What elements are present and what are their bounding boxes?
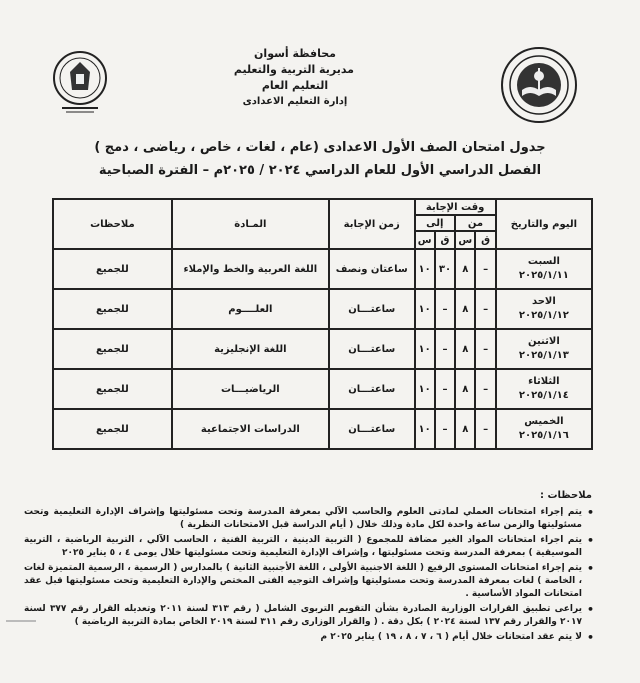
directorate-name: مديرية التربية والتعليم <box>233 63 354 76</box>
duration: ساعتـــان <box>329 369 415 409</box>
subject: اللغة العربية والخط والإملاء <box>172 249 329 289</box>
duration: ساعتـــان <box>329 409 415 449</box>
day-date-cell <box>496 369 592 409</box>
table-row <box>53 329 592 369</box>
list-item: • يتم إجراء امتحانات المستوى الرفيع ( اللغة الاجنبية الأولى ، اللغة الأجنبية الثانية ) بالمدارس ( الرسمية ، الرسمية المتميزة لغات ، الخاصة ) لغات بمعرفة المدرسة وتحت مسئوليتها وإشراف التوجيه الفنى المختص والإدارة التعليمية وتحت مسئوليتها قبل عقد امتحانات المواد الأساسية . <box>24 562 582 601</box>
day-name: الاثنين <box>527 336 560 347</box>
exam-date: ٢٠٢٥/١/١٣ <box>518 350 569 361</box>
day-name: الثلاثاء <box>528 376 560 387</box>
note: للجميع <box>53 249 172 289</box>
day-name: السبت <box>527 256 560 267</box>
note: للجميع <box>53 409 172 449</box>
exam-date: ٢٠٢٥/١/١٢ <box>518 310 569 321</box>
duration: ساعتـــان <box>329 289 415 329</box>
header-time-group: وقت الإجابة <box>415 199 496 215</box>
sector-name: التعليم العام <box>261 79 329 92</box>
day-date-cell <box>496 329 592 369</box>
to-minute: – <box>435 289 455 329</box>
list-item: • لا يتم عقد امتحانات خلال أيام ( ٦ ، ٧ ، ٨ ، ١٩ ) يناير ٢٠٢٥ م <box>24 631 582 644</box>
header-notes: ملاحظات <box>53 199 172 249</box>
duration: ساعتان ونصف <box>329 249 415 289</box>
to-minute: – <box>435 409 455 449</box>
to-minute: – <box>435 369 455 409</box>
from-hour: ٨ <box>455 289 475 329</box>
issuer-header <box>233 46 354 110</box>
notes-list <box>24 506 596 646</box>
from-minute: – <box>475 289 495 329</box>
day-name: الاحد <box>531 296 556 307</box>
schedule-subtitle: الفصل الدراسي الأول للعام الدراسي ٢٠٢٤ / ٢٠٢٥م – الفترة الصباحية <box>98 163 542 178</box>
header-to: إلى <box>415 215 456 231</box>
from-hour: ٨ <box>455 369 475 409</box>
header-from: من <box>455 215 496 231</box>
table-row <box>53 369 592 409</box>
from-hour: ٨ <box>455 329 475 369</box>
list-item: • يتم إجراء امتحانات العملي لمادتى العلوم والحاسب الآلي بمعرفة المدرسة وتحت مسئوليتها وإشراف الإدارة التعليمية وتحت مسئوليتها والزمن ساعة واحدة لكل مادة وذلك خلال ( أيام الدراسة قبل الامتحانات النظرية ) <box>24 506 582 532</box>
header-duration: زمن الإجابة <box>329 199 415 249</box>
table-row <box>53 409 592 449</box>
exam-schedule-table <box>52 198 593 450</box>
duration: ساعتـــان <box>329 329 415 369</box>
from-hour: ٨ <box>455 249 475 289</box>
list-item: • يراعى تطبيق القرارات الوزارية الصادرة بشأن التقويم التربوى الشامل ( رقم ٣١٣ لسنة ٢٠١١ وتعديله القرار رقم ٣٧٧ لسنة ٢٠١٧ والقرار رقم ١٣٧ لسنة ٢٠٢٤ ) بكل دقة . ( والقرار الوزارى رقم ٣١١ لسنة ٢٠١٩ الخاص بمادة التربية الرياضية ) <box>24 603 582 629</box>
education-directorate-logo <box>500 46 578 124</box>
governorate-crest-logo <box>52 46 108 118</box>
subject: العلــــوم <box>172 289 329 329</box>
to-minute: – <box>435 329 455 369</box>
margin-mark <box>6 620 36 622</box>
from-minute: – <box>475 329 495 369</box>
to-hour: ١٠ <box>415 369 435 409</box>
exam-date: ٢٠٢٥/١/١٦ <box>518 430 569 441</box>
list-item: • يتم اجراء امتحانات المواد الغير مضافة للمجموع ( التربية الدينية ، التربية الفنية ، الحاسب الآلي ، التربية الرياضية ، التربية الموسيقية ) بمعرفة المدرسة وتحت مسئوليتها ، وإشراف الإدارة التعليمية وتحت مسئوليتها خلال يومى ٤ ، ٥ يناير ٢٠٢٥ <box>24 534 582 560</box>
from-minute: – <box>475 409 495 449</box>
from-minute: – <box>475 249 495 289</box>
header-day-date: اليوم والتاريخ <box>496 199 592 249</box>
to-hour: ١٠ <box>415 289 435 329</box>
table-row <box>53 289 592 329</box>
day-name: الخميس <box>524 416 564 427</box>
to-hour: ١٠ <box>415 329 435 369</box>
subject: اللغة الإنجليزية <box>172 329 329 369</box>
subject: الدراسات الاجتماعية <box>172 409 329 449</box>
schedule-title: جدول امتحان الصف الأول الاعدادى (عام ، لغات ، خاص ، رياضى ، دمج ) <box>94 140 546 155</box>
exam-date: ٢٠٢٥/١/١١ <box>518 270 569 281</box>
table-row <box>53 249 592 289</box>
header-to-hour: س <box>415 231 435 249</box>
administration-name: إدارة التعليم الاعدادى <box>242 96 348 107</box>
subject: الرياضيـــات <box>172 369 329 409</box>
note: للجميع <box>53 289 172 329</box>
day-date-cell <box>496 249 592 289</box>
to-hour: ١٠ <box>415 409 435 449</box>
to-hour: ١٠ <box>415 249 435 289</box>
note: للجميع <box>53 329 172 369</box>
from-minute: – <box>475 369 495 409</box>
day-date-cell <box>496 409 592 449</box>
header-from-hour: س <box>455 231 475 249</box>
day-date-cell <box>496 289 592 329</box>
header-to-minute: ق <box>435 231 455 249</box>
governorate-name: محافظة أسوان <box>254 47 336 60</box>
note: للجميع <box>53 369 172 409</box>
header-from-minute: ق <box>475 231 495 249</box>
exam-date: ٢٠٢٥/١/١٤ <box>518 390 569 401</box>
to-minute: ٣٠ <box>435 249 455 289</box>
notes-heading: ملاحظات : <box>539 490 592 501</box>
header-subject: المـادة <box>172 199 329 249</box>
from-hour: ٨ <box>455 409 475 449</box>
